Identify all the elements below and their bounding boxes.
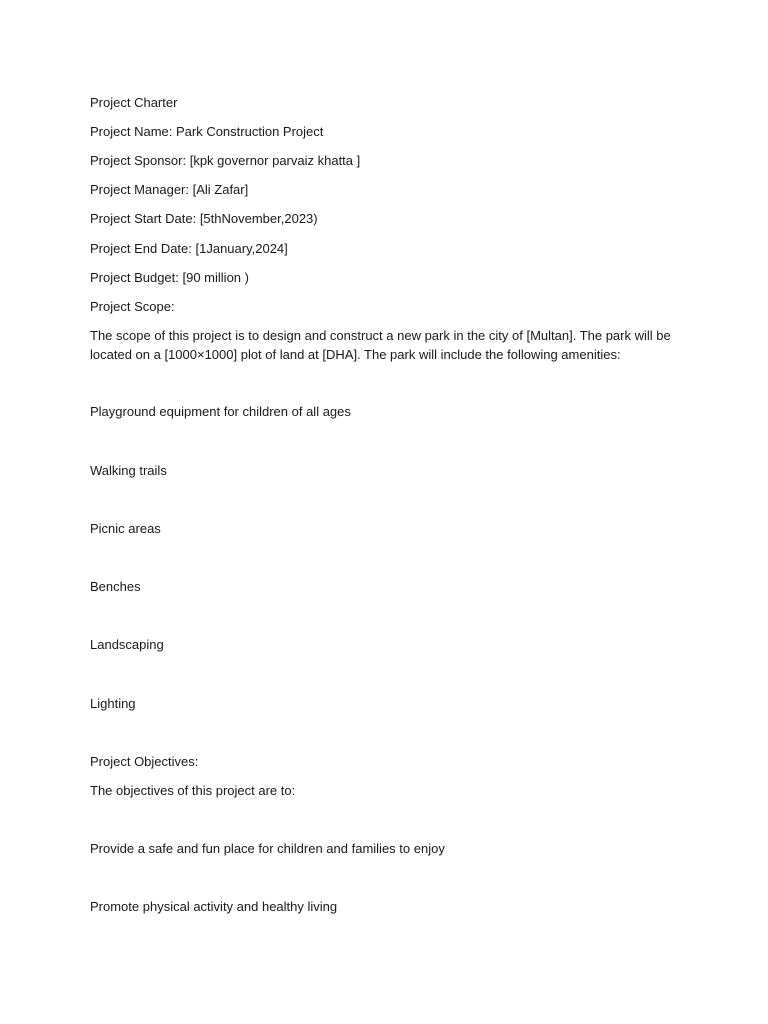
project-end-date: Project End Date: [1January,2024]	[90, 241, 288, 256]
objectives-intro: The objectives of this project are to:	[90, 783, 296, 798]
scope-paragraph-line-1: The scope of this project is to design and construct a new park in the city of [Multan]. The park will be	[90, 328, 671, 343]
project-name: Project Name: Park Construction Project	[90, 124, 324, 139]
project-sponsor: Project Sponsor: [kpk governor parvaiz khatta ]	[90, 153, 361, 168]
scope-heading: Project Scope:	[90, 299, 175, 314]
amenity-item: Landscaping	[90, 637, 164, 652]
document-title: Project Charter	[90, 95, 178, 110]
objective-item: Provide a safe and fun place for children and families to enjoy	[90, 841, 445, 856]
amenity-item: Lighting	[90, 696, 136, 711]
objectives-heading: Project Objectives:	[90, 754, 199, 769]
project-budget: Project Budget: [90 million )	[90, 270, 249, 285]
project-start-date: Project Start Date: [5thNovember,2023)	[90, 211, 318, 226]
project-manager: Project Manager: [Ali Zafar]	[90, 182, 249, 197]
amenity-item: Playground equipment for children of all ages	[90, 404, 351, 419]
objective-item: Promote physical activity and healthy living	[90, 899, 338, 914]
amenity-item: Benches	[90, 579, 141, 594]
scope-paragraph-line-2: located on a [1000×1000] plot of land at [DHA]. The park will include the following amenities:	[90, 347, 621, 362]
amenity-item: Picnic areas	[90, 521, 161, 536]
amenity-item: Walking trails	[90, 463, 167, 478]
